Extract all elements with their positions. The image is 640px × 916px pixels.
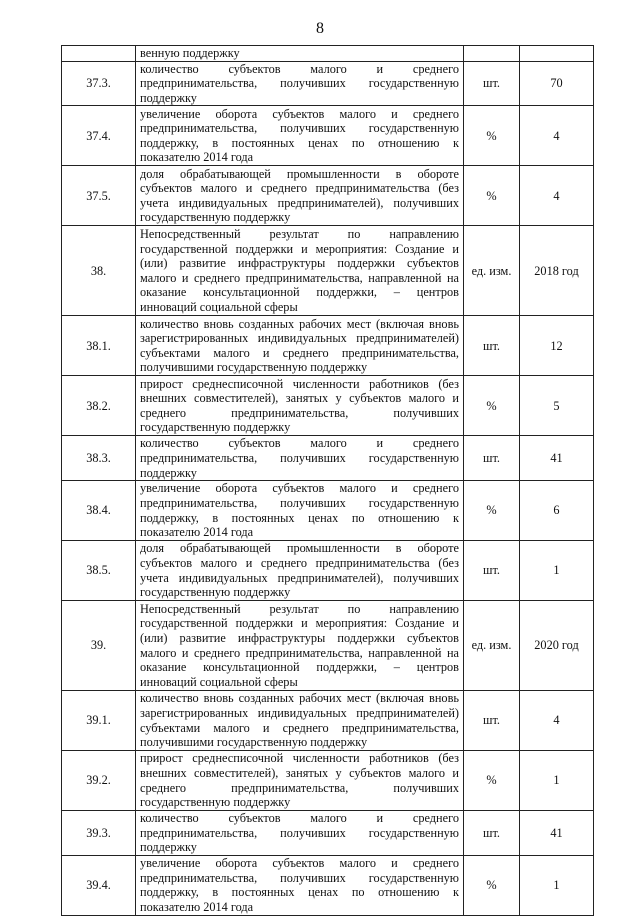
table-row [62,691,594,751]
row-description: доля обрабатывающей промышленности в обороте субъектов малого и среднего предпринимательства (без учета индивидуальных предпринимателей), получивших государственную поддержку [136,541,464,601]
row-description: прирост среднесписочной численности работников (без внешних совместителей), занятых у субъектов малого и среднего предпринимательства, получивших государственную поддержку [136,376,464,436]
row-number: 37.5. [62,166,136,226]
row-unit: шт. [464,541,520,601]
row-value: 12 [520,316,594,376]
row-description: количество вновь созданных рабочих мест (включая вновь зарегистрированных индивидуальных предпринимателей) субъектами малого и среднего предпринимательства, получившими государственную поддержку [136,691,464,751]
table-row [62,106,594,166]
row-value: 1 [520,541,594,601]
row-value: 1 [520,751,594,811]
table-row [62,811,594,856]
table-row [62,601,594,691]
table-row [62,316,594,376]
row-number: 37.3. [62,61,136,106]
row-number: 38.4. [62,481,136,541]
row-unit: шт. [464,691,520,751]
row-number: 38. [62,226,136,316]
row-value: 70 [520,61,594,106]
row-number: 39.1. [62,691,136,751]
row-description: количество субъектов малого и среднего предпринимательства, получивших государственную поддержку [136,436,464,481]
table-row [62,376,594,436]
row-unit: ед. изм. [464,601,520,691]
row-value: 4 [520,691,594,751]
row-value: 2020 год [520,601,594,691]
row-number [62,46,136,62]
table-row [62,46,594,62]
row-unit: % [464,106,520,166]
row-description: прирост среднесписочной численности работников (без внешних совместителей), занятых у субъектов малого и среднего предпринимательства, получивших государственную поддержку [136,751,464,811]
row-number: 39.4. [62,855,136,915]
table-row [62,436,594,481]
row-description: Непосредственный результат по направлению государственной поддержки и мероприятия: Создание и (или) развитие инфраструктуры поддержки субъектов малого и среднего предпринимательства, направленной на оказание консультационной поддержки, – центров инноваций социальной сферы [136,601,464,691]
row-description: количество вновь созданных рабочих мест (включая вновь зарегистрированных индивидуальных предпринимателей) субъектами малого и среднего предпринимательства, получившими государственную поддержку [136,316,464,376]
row-description: увеличение оборота субъектов малого и среднего предпринимательства, получивших государственную поддержку, в постоянных ценах по отношению к показателю 2014 года [136,106,464,166]
table-row [62,855,594,915]
page-number: 8 [316,20,324,37]
table-row [62,61,594,106]
row-value: 4 [520,106,594,166]
row-description: Непосредственный результат по направлению государственной поддержки и мероприятия: Создание и (или) развитие инфраструктуры поддержки субъектов малого и среднего предпринимательства, направленной на оказание консультационной поддержки, – центров инноваций социальной сферы [136,226,464,316]
row-number: 38.3. [62,436,136,481]
row-value: 41 [520,436,594,481]
row-description: увеличение оборота субъектов малого и среднего предпринимательства, получивших государственную поддержку, в постоянных ценах по отношению к показателю 2014 года [136,481,464,541]
row-value: 6 [520,481,594,541]
row-value: 5 [520,376,594,436]
row-unit: шт. [464,61,520,106]
row-value: 1 [520,855,594,915]
row-unit: ед. изм. [464,226,520,316]
row-number: 38.2. [62,376,136,436]
row-description: венную поддержку [136,46,464,62]
row-description: количество субъектов малого и среднего предпринимательства, получивших государственную поддержку [136,61,464,106]
row-value: 41 [520,811,594,856]
row-number: 38.5. [62,541,136,601]
row-description: увеличение оборота субъектов малого и среднего предпринимательства, получивших государственную поддержку, в постоянных ценах по отношению к показателю 2014 года [136,855,464,915]
table-row [62,166,594,226]
row-value [520,46,594,62]
row-value: 4 [520,166,594,226]
row-unit: % [464,166,520,226]
row-unit: % [464,855,520,915]
row-value: 2018 год [520,226,594,316]
row-description: количество субъектов малого и среднего предпринимательства, получивших государственную поддержку [136,811,464,856]
table-row [62,541,594,601]
table-row [62,481,594,541]
row-number: 39.3. [62,811,136,856]
table-row [62,226,594,316]
row-unit [464,46,520,62]
indicators-table [61,45,594,916]
row-number: 38.1. [62,316,136,376]
row-number: 37.4. [62,106,136,166]
row-unit: шт. [464,436,520,481]
row-unit: % [464,376,520,436]
row-description: доля обрабатывающей промышленности в обороте субъектов малого и среднего предпринимательства (без учета индивидуальных предпринимателей), получивших государственную поддержку [136,166,464,226]
row-number: 39.2. [62,751,136,811]
row-unit: шт. [464,811,520,856]
row-unit: шт. [464,316,520,376]
table-row [62,751,594,811]
row-number: 39. [62,601,136,691]
row-unit: % [464,481,520,541]
row-unit: % [464,751,520,811]
